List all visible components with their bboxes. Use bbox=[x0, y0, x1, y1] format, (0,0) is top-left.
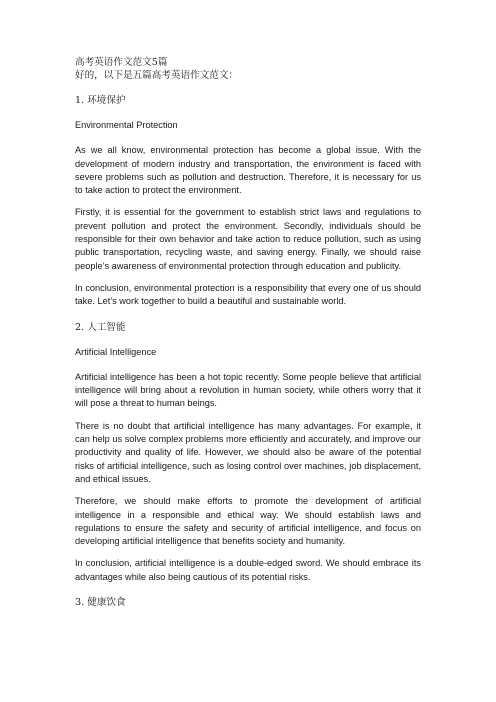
section-heading-2: 2. 人工智能 bbox=[75, 321, 126, 333]
section-heading-1: 1. 环境保护 bbox=[75, 95, 126, 106]
essay-paragraph: As we all know, environmental protection has become a global issue. With the development of modern industry and transportation, the environment is faced with severe problems such as pollution and destruction. Therefore, it is necessary for us to take action to protect the environment. bbox=[75, 145, 421, 196]
essay-title-2: Artificial Intelligence bbox=[75, 346, 157, 357]
essay-title-1: Environmental Protection bbox=[75, 120, 178, 130]
document-title: 高考英语作文范文5篇 bbox=[75, 57, 168, 68]
essay-paragraph: In conclusion, artificial intelligence is a double-edged sword. We should embrace its advantages while also being cautious of its potential risks. bbox=[75, 558, 421, 582]
essay-paragraph: Therefore, we should make efforts to promote the development of artificial intelligence in a responsible and ethical way. We should establish laws and regulations to ensure the safety and security of artificial intelligence, and focus on developing artificial intelligence that benefits society and humanity. bbox=[75, 496, 421, 547]
document-body bbox=[75, 56, 421, 609]
section-heading-3: 3. 健康饮食 bbox=[75, 597, 126, 609]
essay-paragraph: Firstly, it is essential for the government to establish strict laws and regulations to prevent pollution and protect the environment. Secondly, individuals should be responsible for their own behavior and take action to reduce pollution, such as using public transportation, recycling waste, and saving energy. Finally, we should raise people’s awareness of environmental protection through education and publicity. bbox=[75, 207, 421, 271]
essay-paragraph: Artificial intelligence has been a hot topic recently. Some people believe that artificial intelligence will bring about a revolution in human society, while others worry that it will pose a threat to human beings. bbox=[75, 371, 421, 409]
essay-paragraph: There is no doubt that artificial intelligence has many advantages. For example, it can help us solve complex problems more efficiently and accurately, and improve our productivity and quality of life. However, we should also be aware of the potential risks of artificial intelligence, such as losing control over machines, job displacement, and ethical issues. bbox=[75, 420, 421, 484]
essay-paragraph: In conclusion, environmental protection is a responsibility that every one of us should take. Let’s work together to build a beautiful and sustainable world. bbox=[75, 282, 421, 307]
document-intro: 好的，以下是五篇高考英语作文范文： bbox=[75, 70, 239, 81]
